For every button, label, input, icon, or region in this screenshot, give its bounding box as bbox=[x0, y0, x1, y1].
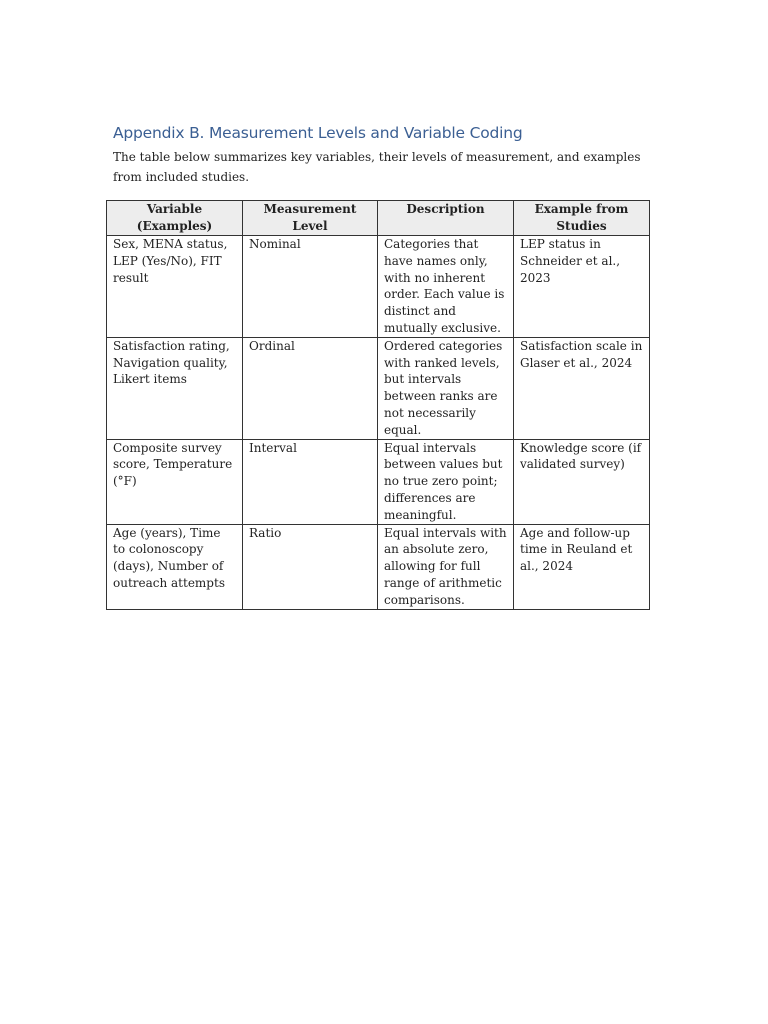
cell-description: Ordered categories with ranked levels, but intervals between ranks are not necessarily equal. bbox=[378, 337, 514, 439]
cell-level: Interval bbox=[243, 439, 378, 524]
header-variable: Variable (Examples) bbox=[107, 201, 243, 236]
table-row bbox=[107, 439, 650, 524]
header-description: Description bbox=[378, 201, 514, 236]
cell-variable: Satisfaction rating, Navigation quality, Likert items bbox=[107, 337, 243, 439]
header-example: Example from Studies bbox=[514, 201, 650, 236]
cell-variable: Age (years), Time to colonoscopy (days), Number of outreach attempts bbox=[107, 524, 243, 609]
cell-variable: Composite survey score, Temperature (°F) bbox=[107, 439, 243, 524]
cell-example: Satisfaction scale in Glaser et al., 2024 bbox=[514, 337, 650, 439]
header-measurement-level: Measurement Level bbox=[243, 201, 378, 236]
cell-description: Equal intervals with an absolute zero, allowing for full range of arithmetic comparisons. bbox=[378, 524, 514, 609]
cell-example: Age and follow-up time in Reuland et al., 2024 bbox=[514, 524, 650, 609]
table-row bbox=[107, 337, 650, 439]
cell-level: Nominal bbox=[243, 236, 378, 338]
cell-example: Knowledge score (if validated survey) bbox=[514, 439, 650, 524]
table-row bbox=[107, 236, 650, 338]
cell-example: LEP status in Schneider et al., 2023 bbox=[514, 236, 650, 338]
measurement-levels-table bbox=[106, 200, 650, 610]
appendix-heading: Appendix B. Measurement Levels and Variable Coding bbox=[113, 124, 523, 142]
cell-variable: Sex, MENA status, LEP (Yes/No), FIT result bbox=[107, 236, 243, 338]
intro-paragraph: The table below summarizes key variables, their levels of measurement, and examples from included studies. bbox=[113, 150, 641, 184]
cell-description: Equal intervals between values but no true zero point; differences are meaningful. bbox=[378, 439, 514, 524]
cell-level: Ratio bbox=[243, 524, 378, 609]
cell-level: Ordinal bbox=[243, 337, 378, 439]
table-header-row bbox=[107, 201, 650, 236]
cell-description: Categories that have names only, with no inherent order. Each value is distinct and mutually exclusive. bbox=[378, 236, 514, 338]
table-row bbox=[107, 524, 650, 609]
